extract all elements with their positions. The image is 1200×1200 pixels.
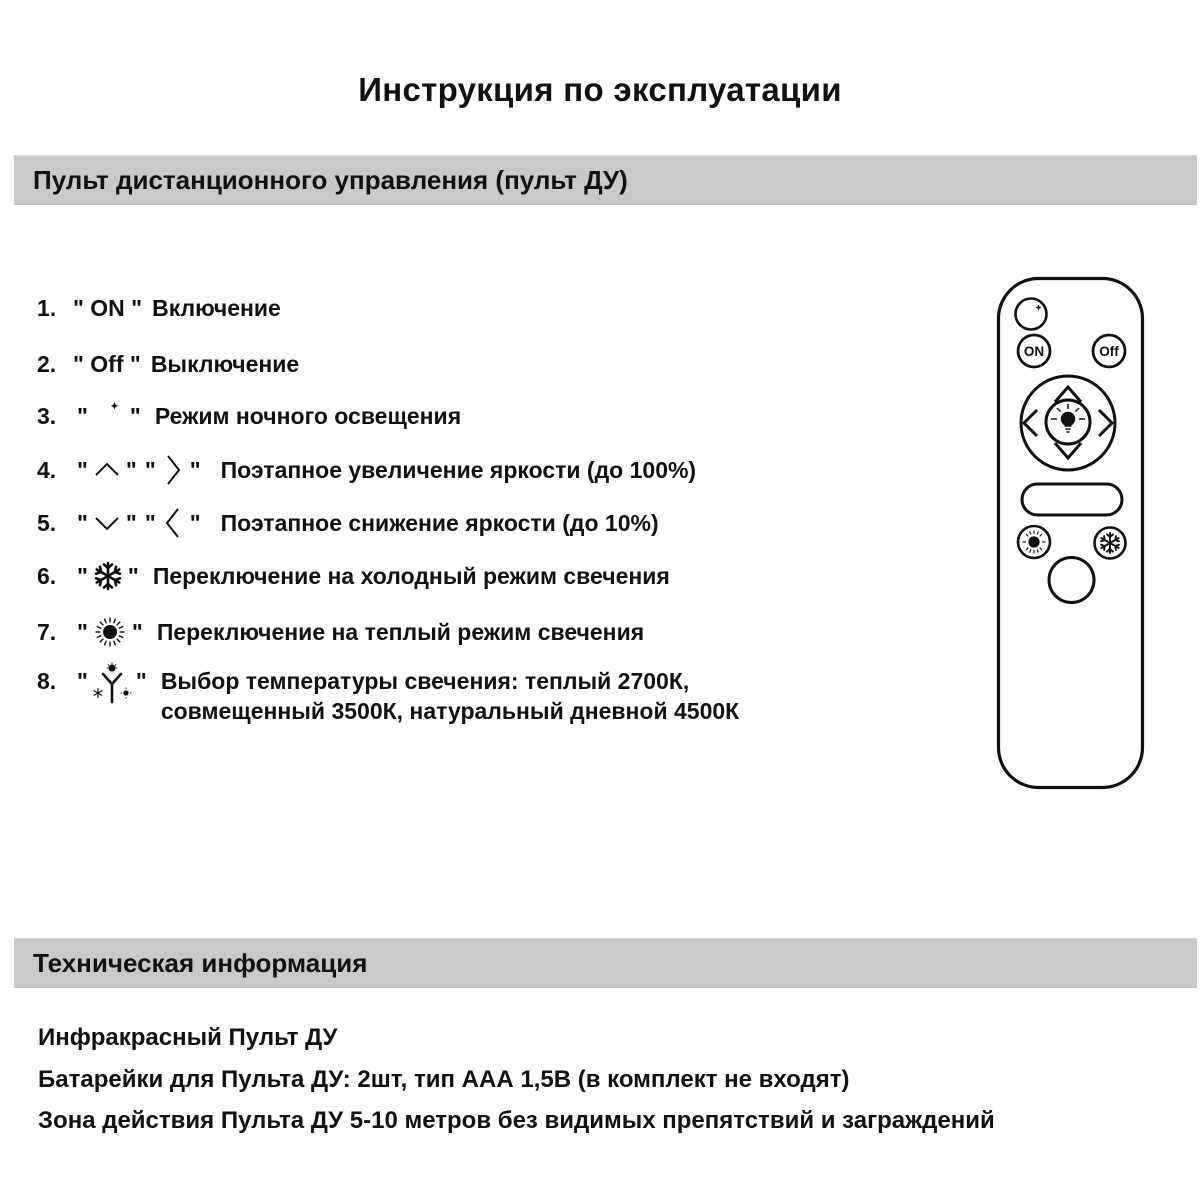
quote-mark: " (144, 457, 156, 483)
snowflake-icon (92, 560, 124, 592)
quote-mark: " (77, 403, 88, 429)
chevron-down-icon (92, 510, 122, 536)
item-text-block (161, 666, 739, 726)
quote-mark: " (189, 457, 201, 483)
chevron-up-icon (92, 457, 122, 483)
svg-text:Off: Off (1099, 344, 1119, 359)
quote-mark: " (125, 457, 137, 483)
list-item-7 (37, 614, 644, 650)
section-header-tech (14, 938, 1197, 988)
section-header-remote (14, 155, 1197, 205)
item-number: 4. (37, 457, 57, 483)
item-number: 8. (37, 668, 57, 694)
quote-mark: " (77, 563, 88, 589)
item-text: Включение (152, 295, 281, 321)
sun-icon (92, 614, 128, 650)
list-item-6 (37, 560, 670, 592)
quote-mark: " (129, 403, 141, 429)
remote-control-illustration (996, 276, 1146, 791)
item-text: Переключение на теплый режим свечения (156, 619, 645, 645)
quote-mark: " (77, 619, 88, 645)
list-item-5 (37, 506, 659, 540)
item-number: 6. (37, 563, 57, 589)
list-item-8 (37, 666, 739, 726)
item-text: Поэтапное снижение яркости (до 10%) (220, 510, 659, 536)
item-text: Переключение на холодный режим свечения (152, 563, 670, 589)
item-text-line1: Выбор температуры свечения: теплый 2700К, (160, 668, 690, 694)
item-text: Выключение (150, 351, 300, 377)
tech-info-line: Батарейки для Пульта ДУ: 2шт, тип ААА 1,5В (в комплект не входят) (38, 1066, 850, 1093)
page-title: Инструкция по эксплуатации (358, 71, 842, 108)
quote-mark: " (77, 668, 88, 694)
quote-mark: " (127, 563, 139, 589)
warm-mode-button (1018, 526, 1050, 558)
off-button-label: " Off " (73, 351, 141, 377)
list-item-3 (37, 400, 461, 432)
tech-info-line: Зона действия Пульта ДУ 5-10 метров без видимых препятствий и заграждений (38, 1107, 995, 1134)
sun-icon (1028, 536, 1039, 547)
list-item-1 (37, 293, 281, 323)
section-header-remote-label: Пульт дистанционного управления (пульт ДУ) (33, 164, 628, 195)
quote-mark: " (135, 668, 147, 694)
item-number: 2. (37, 351, 57, 377)
quote-mark: " (189, 510, 201, 536)
quote-mark: " (131, 619, 143, 645)
svg-text:ON: ON (1023, 344, 1045, 359)
quote-mark: " (77, 510, 88, 536)
chevron-right-icon (160, 453, 186, 487)
item-number: 7. (37, 619, 57, 645)
tech-info-line: Инфракрасный Пульт ДУ (38, 1024, 338, 1051)
list-item-2 (37, 349, 299, 379)
chevron-left-icon (160, 506, 186, 540)
item-number: 1. (37, 295, 57, 321)
color-temp-select-icon (92, 662, 132, 708)
quote-mark: " (144, 510, 156, 536)
item-number: 3. (37, 403, 57, 429)
section-header-tech-label: Техническая информация (33, 947, 368, 978)
item-text: Режим ночного освещения (154, 403, 462, 429)
item-text-line2: совмещенный 3500К, натуральный дневной 4500К (160, 698, 740, 724)
moon-icon (92, 400, 126, 432)
list-item-4 (37, 453, 696, 487)
quote-mark: " (77, 457, 88, 483)
item-number: 5. (37, 510, 57, 536)
quote-mark: " (125, 510, 137, 536)
item-text: Поэтапное увеличение яркости (до 100%) (220, 457, 697, 483)
on-button-label: " ON " (73, 295, 143, 321)
